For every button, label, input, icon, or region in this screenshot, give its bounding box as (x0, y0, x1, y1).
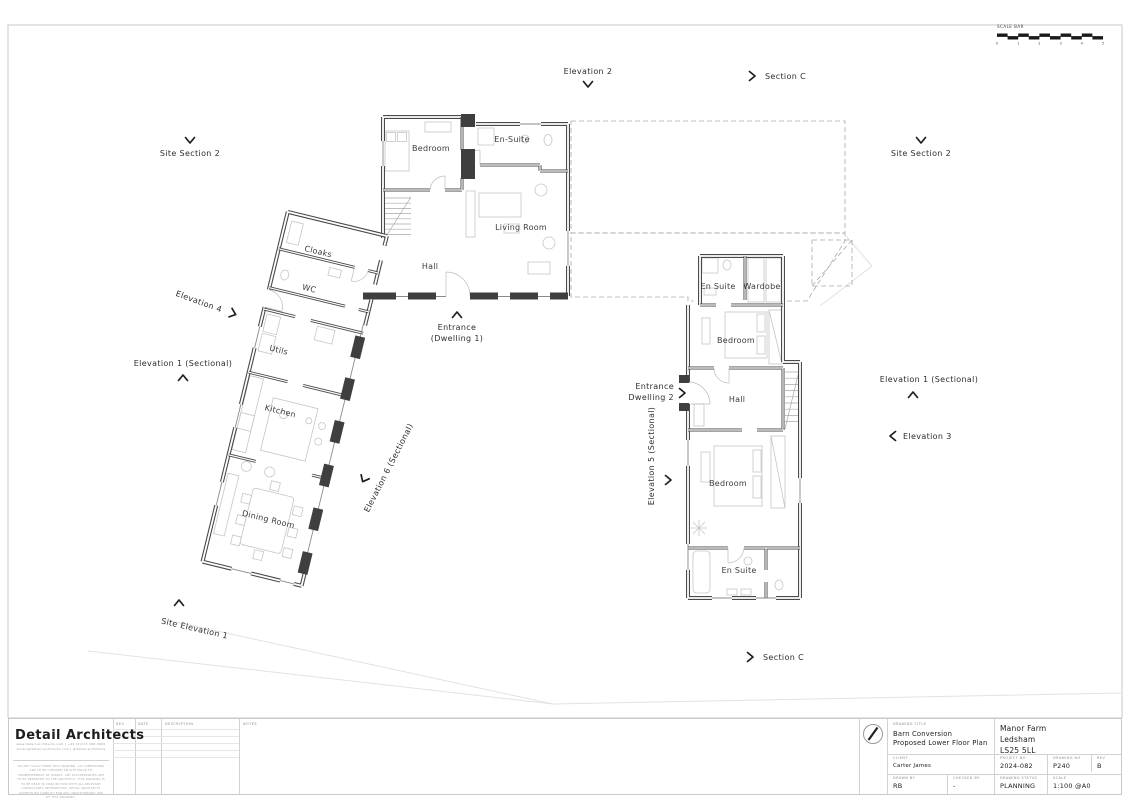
elevation-5-sectional-marker-icon (666, 476, 672, 485)
elevation-6-sectional-marker-icon (359, 475, 370, 484)
elevation-6-sectional-label: Elevation 6 (Sectional) (362, 421, 416, 514)
rev-col-date: DATE (138, 722, 149, 726)
rev-label: REV (1097, 756, 1106, 760)
walls-partitions (383, 117, 800, 598)
section-c-bottom-label: Section C (763, 653, 805, 662)
rev-col-description: DESCRIPTION (165, 722, 194, 726)
elevation-3-marker-icon (890, 432, 896, 441)
left-wing (203, 212, 390, 587)
elevation-1-sectional-right-marker-icon (909, 392, 918, 398)
room-label-en-suite-3: En Suite (721, 566, 757, 575)
drawn-by-value: RB (893, 782, 903, 790)
project-address: Manor Farm Ledsham LS25 5LL (1000, 724, 1047, 755)
room-label-utils: Utils (268, 343, 289, 357)
wall-piers (363, 114, 689, 411)
site-section-2-left-marker-icon (186, 138, 195, 144)
furniture-dwelling2 (691, 258, 785, 595)
scale-bar-label: SCALE BAR (997, 24, 1024, 29)
room-label-kitchen: Kitchen (263, 403, 297, 420)
elevation-4-marker-icon (229, 308, 237, 318)
titleblock-divider (887, 719, 888, 794)
notes-label: NOTES (243, 722, 258, 726)
room-label-en-suite-1: En-Suite (494, 135, 530, 144)
room-label-bedroom-1: Bedroom (412, 144, 450, 153)
rev-value: B (1097, 762, 1102, 770)
project-no-value: 2024-082 (1000, 762, 1033, 770)
north-arrow-icon (859, 722, 887, 750)
elevation-1-sectional-left-label: Elevation 1 (Sectional) (133, 359, 233, 368)
entrance-dwelling-1-label-2: (Dwelling 1) (430, 334, 484, 343)
scale-tick-3: 3 (1059, 41, 1062, 46)
scale-value: 1:100 @A0 (1053, 782, 1091, 790)
titleblock-divider (239, 719, 240, 794)
glazing-lines (363, 124, 800, 598)
status-value: PLANNING (1000, 782, 1036, 790)
section-c-bottom-marker-icon (748, 653, 754, 662)
client-value: Carter James (893, 763, 932, 769)
drawing-title-label: DRAWING TITLE (893, 722, 927, 726)
checked-by-value: - (953, 782, 956, 790)
client-label: CLIENT (893, 756, 909, 760)
rev-table-row (113, 757, 239, 758)
firm-name: Detail Architects (15, 728, 145, 743)
entrance-dwelling-1-marker-icon (453, 312, 462, 318)
titleblock-divider (994, 719, 995, 794)
room-label-wc: WC (301, 282, 318, 295)
entrance-dwelling-2-label-2: Dwelling 2 (628, 393, 674, 402)
titleblock-divider (1091, 754, 1092, 772)
elevation-4-label: Elevation 4 (174, 289, 224, 315)
scale-label: SCALE (1053, 776, 1067, 780)
elevation-2-marker-icon (584, 82, 593, 88)
checked-by-label: CHECKED BY (953, 776, 980, 780)
section-c-top-label: Section C (765, 72, 807, 81)
room-label-hall-2: Hall (728, 395, 746, 404)
room-label-cloaks: Cloaks (303, 244, 333, 260)
site-section-2-right-label: Site Section 2 (890, 149, 952, 158)
scale-tick-5: 5 (1101, 41, 1105, 46)
drawing-no-value: P240 (1053, 762, 1071, 770)
elevation-2-label: Elevation 2 (563, 67, 613, 76)
scale-tick-1: 1 (1017, 41, 1020, 46)
staircase-dwelling2 (785, 371, 799, 429)
elevation-3-label: Elevation 3 (903, 432, 952, 441)
drawn-by-label: DRAWN BY (893, 776, 916, 780)
annotation-markers (134, 67, 978, 662)
site-elevation-1-marker-icon (175, 600, 184, 606)
room-label-bedroom-2: Bedroom (717, 336, 755, 345)
titleblock (8, 718, 1122, 800)
room-label-en-suite-2: En Suite (700, 282, 736, 291)
status-label: DRAWING STATUS (1000, 776, 1038, 780)
room-label-living-room: Living Room (495, 223, 547, 232)
site-section-2-left-label: Site Section 2 (159, 149, 221, 158)
titleblock-divider (887, 774, 1121, 775)
staircase-dwelling1 (385, 197, 411, 238)
section-c-top-marker-icon (750, 72, 756, 81)
drawing-title: Barn Conversion Proposed Lower Floor Plan (893, 730, 988, 748)
north-arrow-cell (859, 722, 887, 793)
scale-bar (996, 24, 1104, 46)
firm-divider (13, 760, 109, 761)
firm-contact: www.detail-architects.com | +44 (0)113 496 0000 studio@detail-architects.com | @detail.architects (16, 742, 106, 752)
room-label-hall-1: Hall (421, 262, 439, 271)
scale-tick-4: 4 (1080, 41, 1083, 46)
titleblock-divider (947, 774, 948, 794)
hatched-area (571, 121, 852, 308)
firm-disclaimer: DO NOT SCALE FROM THIS DRAWING. ALL DIMENSIONS ARE TO BE CHECKED ON SITE PRIOR TO COMMENCEMENT OF WORKS. ANY DISCREPANCIES ARE TO BE REPORTED TO THE ARCHITECT. THIS DRAWING IS TO BE READ IN CONJUNCTION WITH ALL RELEVANT CONSULTANTS INFORMATION. DETAIL ARCHITECTS ACCEPTS NO LIABILITY FOR ANY UNAUTHORISED USE OF THIS DRAWING. (17, 764, 105, 800)
rev-table-row (113, 750, 239, 751)
elevation-1-sectional-right-label: Elevation 1 (Sectional) (879, 375, 979, 384)
rev-col-rev: REV (116, 722, 125, 726)
entrance-dwelling-1-label-1: Entrance (437, 323, 477, 332)
rev-table-row (113, 743, 239, 744)
entrance-dwelling-2-label-1: Entrance (635, 382, 674, 391)
room-label-dining-room: Dining Room (241, 508, 296, 531)
scale-tick-2: 2 (1038, 41, 1041, 46)
drawing-no-label: DRAWING NO (1053, 756, 1081, 760)
site-section-2-right-marker-icon (917, 138, 926, 144)
door-swings (430, 150, 744, 563)
site-elevation-1-label: Site Elevation 1 (160, 616, 229, 641)
scale-tick-0: 0 (995, 41, 999, 46)
room-label-bedroom-3: Bedroom (709, 479, 747, 488)
elevation-5-sectional-label: Elevation 5 (Sectional) (647, 406, 656, 506)
sheet-frame (8, 25, 1122, 718)
elevation-1-sectional-left-marker-icon (179, 375, 188, 381)
room-label-wardobe: Wardobe (743, 282, 781, 291)
entrance-dwelling-2-marker-icon (680, 389, 686, 398)
project-no-label: PROJECT NO (1000, 756, 1026, 760)
